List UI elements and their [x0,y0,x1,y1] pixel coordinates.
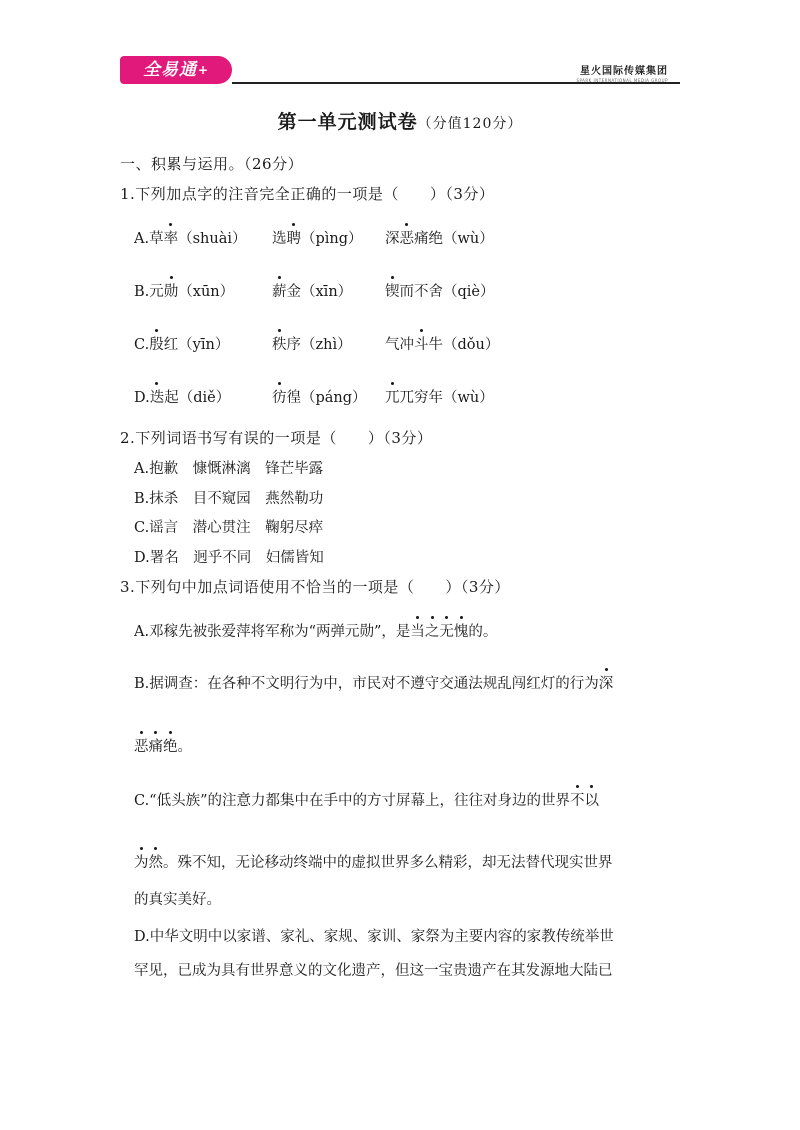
logo-plus: + [197,63,210,77]
dotted-char: 恶 [400,227,415,248]
q1-option-d-item-2 [272,386,367,407]
word-pinyin: （xūn） [178,284,235,300]
word-pinyin: 牛（dǒu） [428,337,500,353]
q1-option-d [134,386,230,407]
dotted-char: 为 [134,851,149,872]
brand-logo [120,56,232,84]
word-text: 选 [272,231,287,247]
q1-option-d-item-3 [385,386,494,407]
question-3-stem: 3.下列句中加点词语使用不恰当的一项是（ ）（3分） [120,578,510,596]
dotted-char: 当 [410,620,425,641]
dotted-char: 秩 [272,333,287,354]
option-label: B. [134,284,150,300]
q1-option-a-item-3 [385,227,494,248]
dotted-char: 然 [149,851,164,872]
dotted-char: 聘 [287,227,302,248]
word-pinyin: （shuài） [178,231,247,247]
dotted-char: 绝 [163,735,178,756]
q3-option-d-line-1: D.中华文明中以家谱、家礼、家规、家训、家祭为主要内容的家教传统举世 [134,929,614,945]
q1-option-b-item-2 [272,280,352,301]
dotted-char: 锲 [385,280,400,301]
sentence-text: A.邓稼先被张爱萍将军称为“两弹元勋”，是 [134,624,411,640]
section-heading: 一、积累与运用。（26分） [120,155,304,173]
dotted-char: 恶 [134,735,149,756]
q3-option-c-line-1 [134,789,599,810]
word-pinyin: 痛绝（wù） [414,231,494,247]
q1-option-a-item-2 [272,227,363,248]
option-label: C. [134,337,150,353]
dotted-char: 不 [570,789,585,810]
sentence-text: 。殊不知，无论移动终端中的虚拟世界多么精彩，却无法替代现实世界 [163,855,613,871]
q1-option-b-item-3 [385,280,495,301]
sentence-text: B.据调查：在各种不文明行为中，市民对不遵守交通法规乱闯红灯的行为 [134,676,599,692]
word-text: 元 [149,284,164,300]
publisher-name-en: SPARK INTERNATIONAL MEDIA GROUP [576,78,668,83]
word-text: 气冲 [385,337,414,353]
word-pinyin: 起（diě） [164,390,231,406]
q3-option-c-line-2 [134,851,613,872]
q1-option-c-item-3 [385,333,499,354]
dotted-char: 以 [585,789,600,810]
q2-option-d: D.署名 迥乎不同 妇儒皆知 [134,550,324,566]
title-main: 第一单元测试卷 [277,111,418,133]
logo-text: 全易通 [142,60,197,80]
dotted-char: 率 [164,227,179,248]
title-score: （分值120分） [417,116,523,132]
q1-option-c [134,333,229,354]
page-title [0,107,800,134]
dotted-char: 迭 [150,386,165,407]
dotted-char: 斗 [414,333,429,354]
dotted-char: 痛 [149,735,164,756]
word-text: 深 [385,231,400,247]
q1-option-b [134,280,234,301]
word-pinyin: 金（xīn） [286,284,353,300]
sentence-text: 的。 [468,624,498,640]
sentence-text: C.“低头族”的注意力都集中在手中的方寸屏幕上，往往对身边的世界 [134,793,571,809]
dotted-char: 殷 [149,333,164,354]
dotted-char: 薪 [272,280,287,301]
option-label: A. [134,231,150,247]
q3-option-b-line-1 [134,672,613,693]
word-pinyin: （pìng） [301,231,363,247]
sentence-text: 。 [177,739,192,755]
word-pinyin: 而不舍（qiè） [399,284,495,300]
dotted-char: 勋 [164,280,179,301]
word-pinyin: 序（zhì） [286,337,352,353]
q3-option-d-line-2: 罕见，已成为具有世界意义的文化遗产，但这一宝贵遗产在其发源地大陆已 [134,963,613,979]
q2-option-c: C.谣言 潜心贯注 鞠躬尽瘁 [134,520,324,536]
q1-option-a [134,227,247,248]
q3-option-c-line-3: 的真实美好。 [134,892,221,908]
q3-option-a [134,620,497,641]
dotted-char: 兀 [385,386,400,407]
word-pinyin: 兀穷年（wù） [399,390,494,406]
dotted-char: 愧 [454,620,469,641]
q1-option-c-item-2 [272,333,352,354]
dotted-char: 无 [439,620,454,641]
question-2-stem: 2.下列词语书写有误的一项是（ ）（3分） [120,429,433,447]
q2-option-a: A.抱歉 慷慨淋漓 锋芒毕露 [134,461,324,477]
dotted-char: 之 [425,620,440,641]
question-1-stem: 1.下列加点字的注音完全正确的一项是（ ）（3分） [120,185,495,203]
page-header [0,0,800,100]
word-pinyin: 徨（páng） [286,390,367,406]
option-label: D. [134,390,150,406]
word-pinyin: 红（yīn） [163,337,230,353]
dotted-char: 深 [599,672,614,693]
q2-option-b: B.抹杀 目不窥园 燕然勒功 [134,491,324,507]
q3-option-b-line-2 [134,735,192,756]
publisher-mark [576,62,668,83]
word-text: 草 [149,231,164,247]
publisher-name: 星火国际传媒集团 [580,66,668,77]
dotted-phrase [410,624,468,640]
dotted-char: 彷 [272,386,287,407]
